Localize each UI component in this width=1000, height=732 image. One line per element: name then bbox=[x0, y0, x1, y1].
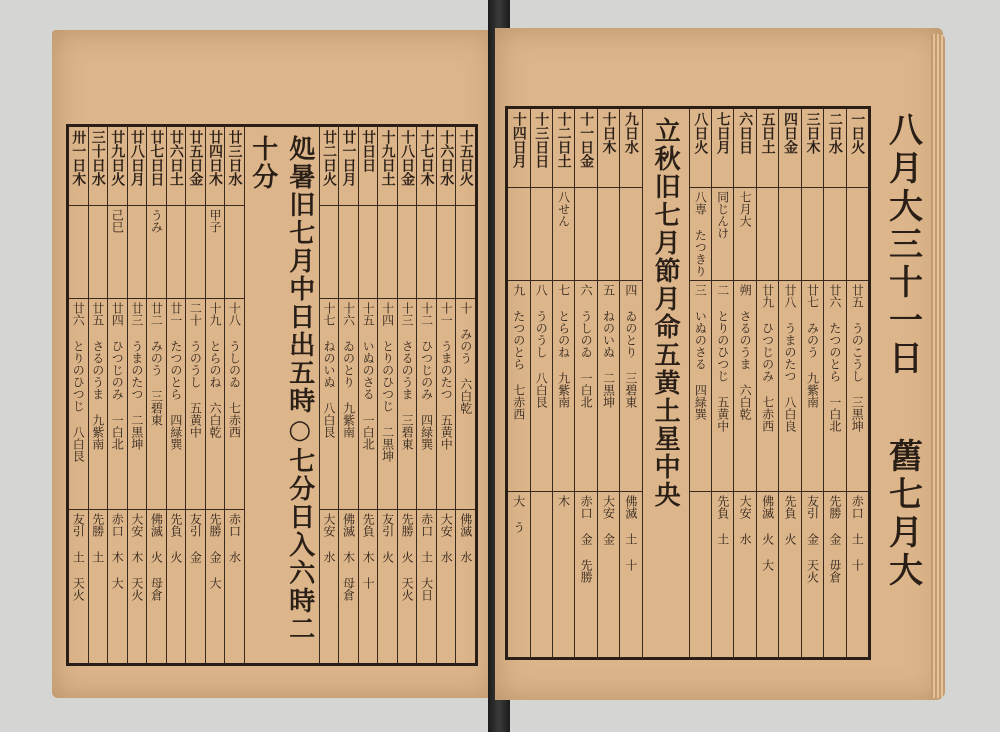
day-low-cell bbox=[167, 510, 186, 663]
day-mid-cell bbox=[359, 299, 378, 510]
day-date-cell bbox=[69, 127, 88, 206]
day-sub-cell bbox=[225, 206, 244, 299]
day-column bbox=[689, 109, 711, 657]
day-mid-cell bbox=[437, 299, 456, 510]
day-low-text: 佛滅 水 bbox=[458, 513, 473, 563]
day-column bbox=[801, 109, 823, 657]
day-low-cell bbox=[108, 510, 127, 663]
day-sub-cell bbox=[712, 188, 733, 281]
day-mid-text: 七 とらのね 九紫南 bbox=[556, 284, 571, 408]
day-column bbox=[823, 109, 845, 657]
day-low-cell bbox=[128, 510, 147, 663]
day-low-text: 友引 金 天火 bbox=[805, 495, 820, 583]
day-date-cell bbox=[417, 127, 436, 206]
day-sub-cell bbox=[398, 206, 417, 299]
day-mid-cell bbox=[734, 281, 755, 492]
day-date-text: 廿二日火 bbox=[321, 130, 338, 186]
day-mid-text: 二十 うのうし 五黄中 bbox=[188, 302, 203, 438]
day-sub-cell bbox=[508, 188, 529, 281]
right-calendar-grid bbox=[505, 106, 871, 660]
day-mid-cell bbox=[206, 299, 225, 510]
day-column bbox=[530, 109, 552, 657]
day-sub-cell bbox=[89, 206, 108, 299]
day-mid-cell bbox=[553, 281, 574, 492]
day-low-text: 大 う bbox=[511, 495, 526, 533]
day-mid-text: 廿六 たつのとら 一白北 bbox=[827, 284, 842, 432]
day-mid-text: 十二 ひつじのみ 四緑巽 bbox=[419, 302, 434, 450]
day-date-text: 廿四日木 bbox=[206, 130, 223, 186]
day-low-text: 大安 木 天火 bbox=[129, 513, 144, 601]
day-low-cell bbox=[734, 492, 755, 657]
day-low-text: 友引 火 bbox=[380, 513, 395, 563]
day-mid-text: 十四 とりのひつじ 二黒坤 bbox=[380, 302, 395, 462]
day-date-text: 十五日火 bbox=[457, 130, 474, 186]
day-low-text: 先勝 火 天火 bbox=[400, 513, 415, 601]
day-mid-text: 六 うしのゐ 一白北 bbox=[579, 284, 594, 408]
day-date-cell bbox=[167, 127, 186, 206]
day-low-cell bbox=[225, 510, 244, 663]
day-mid-cell bbox=[69, 299, 88, 510]
day-sub-cell bbox=[847, 188, 868, 281]
day-low-cell bbox=[575, 492, 596, 657]
day-date-cell bbox=[89, 127, 108, 206]
day-date-text: 十二日土 bbox=[555, 112, 572, 168]
day-low-text: 先負 火 bbox=[168, 513, 183, 563]
day-low-text: 先負 土 bbox=[715, 495, 730, 545]
day-mid-text: 廿五 さるのうま 九紫南 bbox=[90, 302, 105, 450]
day-date-cell bbox=[575, 109, 596, 188]
day-mid-text: 廿七 みのう 九紫南 bbox=[805, 284, 820, 408]
day-column bbox=[597, 109, 619, 657]
day-sub-text: 七月大 bbox=[738, 191, 753, 227]
day-low-text: 佛滅 火 大 bbox=[760, 495, 775, 571]
day-date-cell bbox=[320, 127, 339, 206]
day-column bbox=[846, 109, 868, 657]
day-low-cell bbox=[147, 510, 166, 663]
day-date-cell bbox=[437, 127, 456, 206]
day-sub-cell bbox=[167, 206, 186, 299]
day-low-text: 大安 水 bbox=[322, 513, 337, 563]
day-date-cell bbox=[456, 127, 475, 206]
day-mid-text: 十五 いぬのさる 一白北 bbox=[361, 302, 376, 450]
day-low-cell bbox=[779, 492, 800, 657]
day-low-cell bbox=[359, 510, 378, 663]
day-mid-cell bbox=[456, 299, 475, 510]
day-date-text: 廿七日日 bbox=[148, 130, 165, 186]
day-mid-cell bbox=[186, 299, 205, 510]
day-low-text: 大安 水 bbox=[738, 495, 753, 545]
day-column bbox=[416, 127, 436, 663]
day-mid-text: 廿三 うまのたつ 二黒坤 bbox=[129, 302, 144, 450]
day-mid-text: 五 ねのいぬ 二黒坤 bbox=[601, 284, 616, 408]
day-column bbox=[224, 127, 244, 663]
day-low-text: 友引 土 天火 bbox=[71, 513, 86, 601]
solar-term-note-column bbox=[244, 127, 319, 663]
day-sub-cell bbox=[339, 206, 358, 299]
day-mid-cell bbox=[167, 299, 186, 510]
day-low-cell bbox=[89, 510, 108, 663]
day-date-cell bbox=[108, 127, 127, 206]
day-column bbox=[552, 109, 574, 657]
day-mid-text: 八 うのうし 八白艮 bbox=[534, 284, 549, 408]
day-low-cell bbox=[620, 492, 641, 657]
day-mid-cell bbox=[378, 299, 397, 510]
day-mid-cell bbox=[757, 281, 778, 492]
day-date-cell bbox=[847, 109, 868, 188]
day-low-cell bbox=[531, 492, 552, 657]
day-low-cell bbox=[69, 510, 88, 663]
day-date-cell bbox=[734, 109, 755, 188]
day-date-cell bbox=[359, 127, 378, 206]
day-sub-cell bbox=[206, 206, 225, 299]
day-low-cell bbox=[598, 492, 619, 657]
day-mid-text: 廿六 とりのひつじ 八白艮 bbox=[71, 302, 86, 462]
day-date-text: 十六日水 bbox=[438, 130, 455, 186]
day-sub-cell bbox=[456, 206, 475, 299]
day-date-text: 十一日金 bbox=[578, 112, 595, 168]
day-column bbox=[455, 127, 475, 663]
day-low-text: 大安 金 bbox=[601, 495, 616, 545]
day-mid-text: 廿四 ひつじのみ 一白北 bbox=[110, 302, 125, 450]
day-column bbox=[397, 127, 417, 663]
day-date-cell bbox=[779, 109, 800, 188]
day-mid-text: 廿八 うまのたつ 八白良 bbox=[783, 284, 798, 432]
day-column bbox=[107, 127, 127, 663]
day-date-text: 十四日月 bbox=[510, 112, 527, 168]
day-sub-cell bbox=[575, 188, 596, 281]
day-date-text: 十八日金 bbox=[399, 130, 416, 186]
day-low-text: 赤口 土 十 bbox=[850, 495, 865, 571]
day-mid-cell bbox=[531, 281, 552, 492]
day-mid-text: 廿一 たつのとら 四緑巽 bbox=[168, 302, 183, 450]
day-date-text: 十日木 bbox=[600, 112, 617, 154]
day-column bbox=[127, 127, 147, 663]
day-low-cell bbox=[320, 510, 339, 663]
day-sub-text: 甲子 bbox=[207, 209, 222, 233]
day-low-cell bbox=[824, 492, 845, 657]
day-sub-cell bbox=[69, 206, 88, 299]
day-low-cell bbox=[847, 492, 868, 657]
day-mid-cell bbox=[712, 281, 733, 492]
day-sub-cell bbox=[378, 206, 397, 299]
day-mid-cell bbox=[847, 281, 868, 492]
day-sub-cell bbox=[417, 206, 436, 299]
day-column bbox=[508, 109, 529, 657]
day-date-cell bbox=[712, 109, 733, 188]
day-mid-text: 十八 うしのゐ 七赤西 bbox=[227, 302, 242, 438]
day-mid-cell bbox=[824, 281, 845, 492]
day-sub-text: 八せん bbox=[556, 191, 571, 227]
day-low-cell bbox=[339, 510, 358, 663]
day-date-cell bbox=[690, 109, 711, 188]
day-mid-cell bbox=[108, 299, 127, 510]
day-low-text: 友引 金 bbox=[188, 513, 203, 563]
day-date-cell bbox=[802, 109, 823, 188]
day-mid-cell bbox=[398, 299, 417, 510]
day-mid-text: 十七 ねのいぬ 八白艮 bbox=[322, 302, 337, 438]
day-date-text: 九日水 bbox=[622, 112, 639, 154]
day-column bbox=[319, 127, 339, 663]
month-heading bbox=[877, 112, 929, 652]
day-mid-cell bbox=[417, 299, 436, 510]
day-date-text: 十九日土 bbox=[379, 130, 396, 186]
day-date-text: 卅一日木 bbox=[70, 130, 87, 186]
day-date-text: 廿九日火 bbox=[109, 130, 126, 186]
day-date-cell bbox=[206, 127, 225, 206]
day-low-cell bbox=[186, 510, 205, 663]
right-page bbox=[495, 28, 943, 700]
day-mid-cell bbox=[128, 299, 147, 510]
day-low-cell bbox=[456, 510, 475, 663]
day-date-text: 一日火 bbox=[849, 112, 866, 154]
day-column bbox=[166, 127, 186, 663]
day-low-text: 赤口 水 bbox=[227, 513, 242, 563]
day-low-text: 先負 木 十 bbox=[361, 513, 376, 589]
day-sub-cell bbox=[128, 206, 147, 299]
day-mid-text: 十 みのう 六白乾 bbox=[458, 302, 473, 414]
day-date-cell bbox=[508, 109, 529, 188]
day-sub-text: 同じんけ bbox=[715, 191, 730, 239]
page-edges bbox=[931, 34, 945, 698]
day-date-cell bbox=[128, 127, 147, 206]
day-low-cell bbox=[690, 492, 711, 657]
day-date-cell bbox=[147, 127, 166, 206]
day-low-cell bbox=[206, 510, 225, 663]
day-mid-cell bbox=[339, 299, 358, 510]
day-low-text: 赤口 金 先勝 bbox=[579, 495, 594, 583]
day-low-cell bbox=[417, 510, 436, 663]
day-mid-text: 廿二 みのう 三碧東 bbox=[149, 302, 164, 426]
day-low-cell bbox=[553, 492, 574, 657]
day-date-text: 七日月 bbox=[714, 112, 731, 154]
day-low-text: 赤口 木 大 bbox=[110, 513, 125, 589]
day-mid-text: 十九 とらのね 六白乾 bbox=[207, 302, 222, 438]
day-date-text: 二日水 bbox=[826, 112, 843, 154]
day-date-text: 廿一日月 bbox=[340, 130, 357, 186]
day-mid-cell bbox=[508, 281, 529, 492]
day-date-cell bbox=[225, 127, 244, 206]
day-date-cell bbox=[824, 109, 845, 188]
day-sub-cell bbox=[553, 188, 574, 281]
day-low-text: 先勝 金 大 bbox=[207, 513, 222, 589]
day-sub-cell bbox=[598, 188, 619, 281]
day-column bbox=[619, 109, 641, 657]
day-low-text: 佛滅 火 母倉 bbox=[149, 513, 164, 601]
day-date-cell bbox=[378, 127, 397, 206]
day-sub-cell bbox=[802, 188, 823, 281]
day-mid-cell bbox=[89, 299, 108, 510]
day-mid-cell bbox=[320, 299, 339, 510]
day-sub-cell bbox=[757, 188, 778, 281]
day-low-cell bbox=[802, 492, 823, 657]
day-column bbox=[185, 127, 205, 663]
day-sub-cell bbox=[531, 188, 552, 281]
day-column bbox=[733, 109, 755, 657]
day-sub-text: 己巳 bbox=[110, 209, 125, 233]
day-sub-cell bbox=[824, 188, 845, 281]
day-date-text: 廿日日 bbox=[360, 130, 377, 172]
day-date-text: 四日金 bbox=[782, 112, 799, 154]
day-low-cell bbox=[378, 510, 397, 663]
day-low-cell bbox=[437, 510, 456, 663]
day-column bbox=[358, 127, 378, 663]
day-mid-cell bbox=[802, 281, 823, 492]
day-date-text: 六日日 bbox=[737, 112, 754, 154]
day-mid-cell bbox=[690, 281, 711, 492]
day-date-cell bbox=[339, 127, 358, 206]
day-column bbox=[711, 109, 733, 657]
day-date-cell bbox=[598, 109, 619, 188]
day-mid-cell bbox=[620, 281, 641, 492]
day-mid-cell bbox=[225, 299, 244, 510]
day-column bbox=[756, 109, 778, 657]
day-sub-text: 八専 たつきり bbox=[693, 191, 708, 277]
day-mid-cell bbox=[598, 281, 619, 492]
day-column bbox=[205, 127, 225, 663]
left-calendar-grid bbox=[66, 124, 478, 666]
day-date-text: 八日火 bbox=[692, 112, 709, 154]
day-mid-text: 十三 さるのうま 三碧東 bbox=[400, 302, 415, 450]
day-mid-text: 朔 さるのうま 六白乾 bbox=[738, 284, 753, 420]
day-low-text: 木 bbox=[556, 495, 571, 507]
day-column bbox=[338, 127, 358, 663]
day-date-cell bbox=[553, 109, 574, 188]
day-date-cell bbox=[186, 127, 205, 206]
day-date-text: 十七日木 bbox=[418, 130, 435, 186]
day-column bbox=[88, 127, 108, 663]
day-mid-text: 廿九 ひつじのみ 七赤西 bbox=[760, 284, 775, 432]
day-sub-cell bbox=[690, 188, 711, 281]
day-column bbox=[436, 127, 456, 663]
day-date-text: 五日土 bbox=[759, 112, 776, 154]
day-mid-text: 二 とりのひつじ 五黄中 bbox=[715, 284, 730, 432]
day-date-text: 廿六日土 bbox=[167, 130, 184, 186]
day-low-cell bbox=[398, 510, 417, 663]
solar-term-column bbox=[642, 109, 689, 657]
day-mid-cell bbox=[575, 281, 596, 492]
solar-term-note-column-text: 処暑旧七月中日出五時○七分日入六時二十分 bbox=[247, 135, 315, 643]
day-low-text: 大安 水 bbox=[439, 513, 454, 563]
day-sub-cell bbox=[108, 206, 127, 299]
day-low-text: 佛滅 土 十 bbox=[623, 495, 638, 571]
day-column bbox=[146, 127, 166, 663]
day-low-text: 先勝 土 bbox=[90, 513, 105, 563]
day-mid-text: 四 ゐのとり 三碧東 bbox=[623, 284, 638, 408]
day-sub-cell bbox=[779, 188, 800, 281]
day-mid-text: 十六 ゐのとり 九紫南 bbox=[341, 302, 356, 438]
day-column bbox=[778, 109, 800, 657]
day-sub-cell bbox=[147, 206, 166, 299]
day-low-text: 佛滅 木 母倉 bbox=[341, 513, 356, 601]
day-date-cell bbox=[398, 127, 417, 206]
month-title: 八月大三十一日 bbox=[882, 112, 923, 378]
day-date-text: 三十日水 bbox=[89, 130, 106, 186]
day-date-text: 十三日日 bbox=[533, 112, 550, 168]
day-mid-cell bbox=[147, 299, 166, 510]
day-date-cell bbox=[531, 109, 552, 188]
day-date-text: 三日木 bbox=[804, 112, 821, 154]
left-page bbox=[52, 30, 496, 698]
day-sub-cell bbox=[620, 188, 641, 281]
day-mid-cell bbox=[779, 281, 800, 492]
day-mid-text: 三 いぬのさる 四緑巽 bbox=[693, 284, 708, 420]
day-column bbox=[69, 127, 88, 663]
day-sub-text: うみ bbox=[149, 209, 164, 233]
day-low-cell bbox=[508, 492, 529, 657]
day-sub-cell bbox=[320, 206, 339, 299]
day-column bbox=[574, 109, 596, 657]
day-date-text: 廿八日月 bbox=[128, 130, 145, 186]
old-month-label: 舊七月大 bbox=[882, 438, 923, 590]
day-sub-cell bbox=[186, 206, 205, 299]
day-mid-text: 九 たつのとら 七赤西 bbox=[511, 284, 526, 420]
day-low-cell bbox=[757, 492, 778, 657]
day-sub-cell bbox=[734, 188, 755, 281]
day-date-text: 廿三日水 bbox=[226, 130, 243, 186]
day-sub-cell bbox=[359, 206, 378, 299]
day-low-cell bbox=[712, 492, 733, 657]
solar-term-column-text: 立秋旧七月節月命五黄土星中央 bbox=[650, 117, 681, 509]
day-low-text: 赤口 土 大日 bbox=[419, 513, 434, 601]
day-sub-cell bbox=[437, 206, 456, 299]
day-mid-text: 廿五 うのこうし 三黒坤 bbox=[850, 284, 865, 432]
day-low-text: 先勝 金 毋倉 bbox=[827, 495, 842, 583]
day-date-cell bbox=[620, 109, 641, 188]
day-column bbox=[377, 127, 397, 663]
day-low-text: 先負 火 bbox=[783, 495, 798, 545]
day-mid-text: 十一 うまのたつ 五黄中 bbox=[439, 302, 454, 450]
day-date-text: 廿五日金 bbox=[187, 130, 204, 186]
day-date-cell bbox=[757, 109, 778, 188]
